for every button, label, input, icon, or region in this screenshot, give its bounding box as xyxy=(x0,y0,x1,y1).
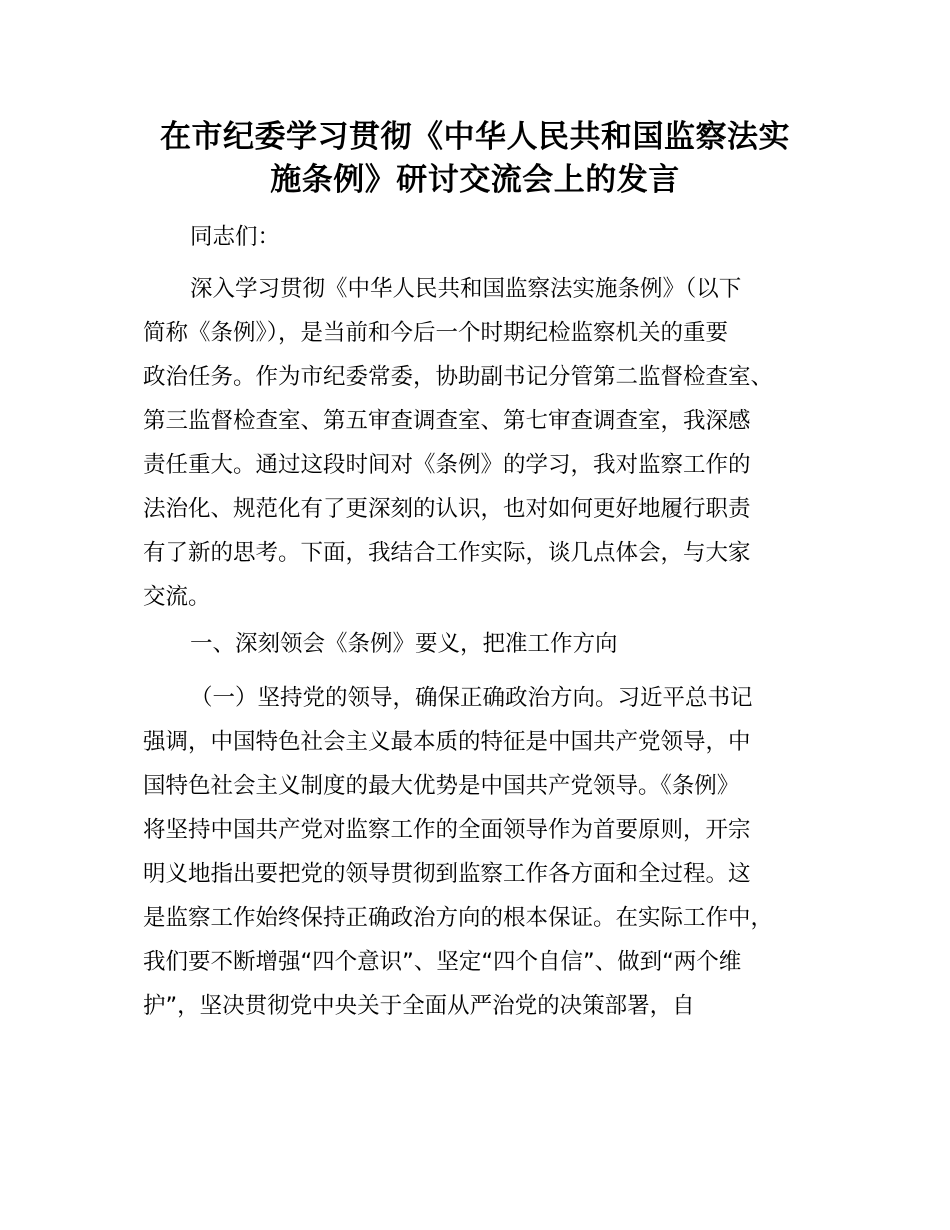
paragraph-1-line: 第三监督检查室、第五审查调查室、第七审查调查室，我深感 xyxy=(143,408,751,434)
paragraph-1-line: 法治化、规范化有了更深刻的认识，也对如何更好地履行职责 xyxy=(143,496,751,522)
section-heading: 一、深刻领会《条例》要义，把准工作方向 xyxy=(190,631,618,657)
paragraph-2-line: 国特色社会主义制度的最大优势是中国共产党领导。《条例》 xyxy=(143,773,740,799)
paragraph-2-line: 护”，坚决贯彻党中央关于全面从严治党的决策部署，自 xyxy=(143,993,695,1019)
salutation: 同志们： xyxy=(190,224,281,250)
paragraph-1-line: 政治任务。作为市纪委常委，协助副书记分管第二监督检查室、 xyxy=(143,364,774,390)
paragraph-2-line: 明义地指出要把党的领导贯彻到监察工作各方面和全过程。这 xyxy=(143,861,751,887)
paragraph-1-line: 简称《条例》），是当前和今后一个时期纪检监察机关的重要 xyxy=(143,320,729,346)
paragraph-2-line: 强调，中国特色社会主义最本质的特征是中国共产党领导，中 xyxy=(143,729,751,755)
paragraph-2-line: 我们要不断增强“四个意识”、坚定“四个自信”、做到“两个维 xyxy=(143,949,742,975)
paragraph-1-line: 有了新的思考。下面，我结合工作实际，谈几点体会，与大家 xyxy=(143,540,751,566)
paragraph-1-line: 深入学习贯彻《中华人民共和国监察法实施条例》（以下 xyxy=(190,276,742,302)
paragraph-2-line: （一）坚持党的领导，确保正确政治方向。习近平总书记 xyxy=(190,685,753,711)
document-title-line-1: 在市纪委学习贯彻《中华人民共和国监察法实 xyxy=(160,119,790,155)
paragraph-2-line: 将坚持中国共产党对监察工作的全面领导作为首要原则，开宗 xyxy=(143,817,751,843)
paragraph-1-line: 交流。 xyxy=(143,584,211,610)
paragraph-1-line: 责任重大。通过这段时间对《条例》的学习，我对监察工作的 xyxy=(143,452,751,478)
paragraph-2-line: 是监察工作始终保持正确政治方向的根本保证。在实际工作中， xyxy=(143,905,774,931)
document-title-line-2: 施条例》研讨交流会上的发言 xyxy=(270,162,680,198)
